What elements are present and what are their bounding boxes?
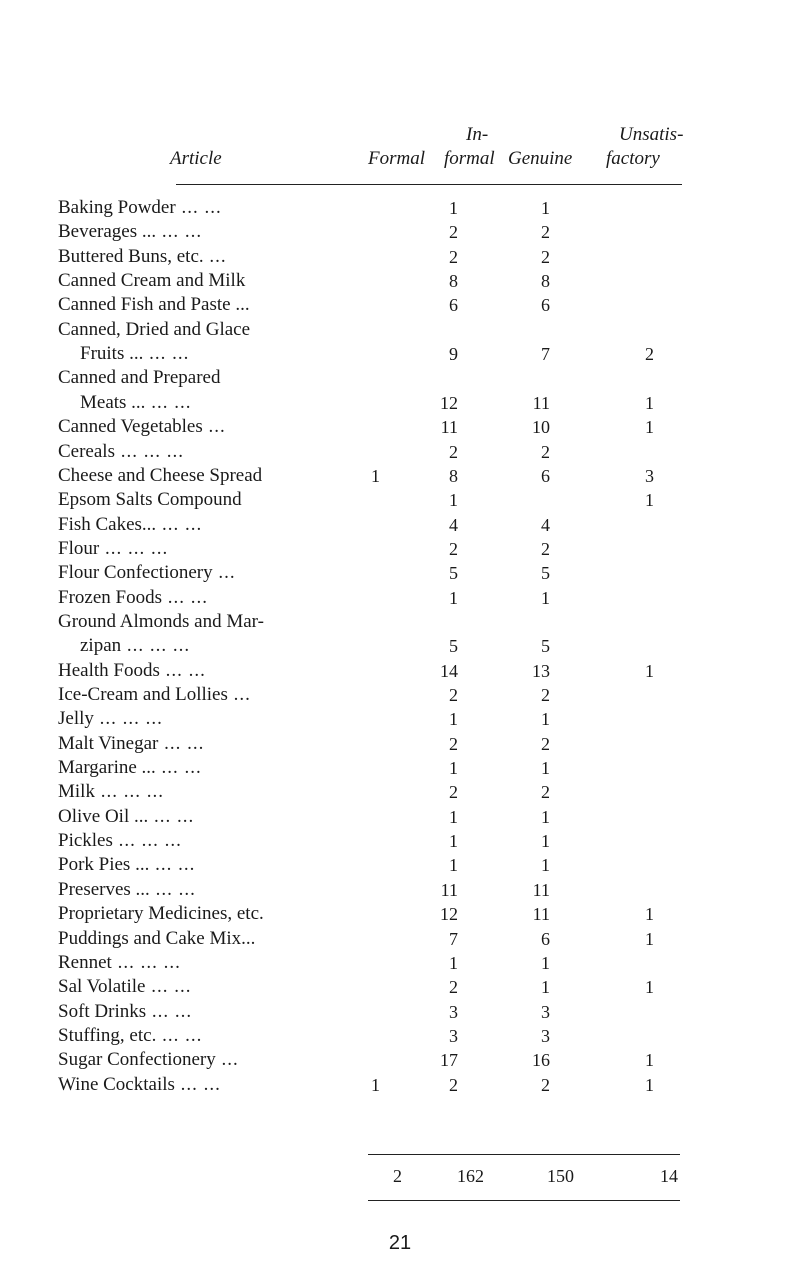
cell-genuine: 2: [541, 685, 550, 705]
cell-genuine: 5: [541, 563, 550, 584]
cell-genuine: 1: [541, 831, 550, 852]
table-row: [58, 999, 698, 1025]
table-row: [58, 439, 698, 465]
article-name: Health Foods: [58, 659, 160, 681]
cell-informal: 2: [449, 246, 458, 267]
table-row: [58, 390, 698, 416]
cell-informal: 9: [449, 344, 458, 365]
article-label: [58, 292, 250, 318]
table-row: [58, 560, 698, 586]
cell-informal: 4: [449, 514, 458, 535]
leader-dots: ...: [227, 684, 251, 705]
cell-informal: 11: [440, 879, 458, 900]
article-label: [58, 512, 202, 538]
leader-dots: ... ...: [174, 1073, 221, 1095]
article-name: Canned, Dried and Glace: [58, 318, 251, 340]
table-row: [58, 536, 698, 562]
article-name: Malt Vinegar: [58, 732, 159, 754]
article-name: Canned Fish and Paste ...: [58, 294, 250, 316]
cell-unsatisfactory: 1: [645, 1074, 654, 1095]
cell-informal: 1: [449, 709, 458, 730]
cell-genuine: 11: [532, 392, 550, 413]
article-label: [58, 901, 264, 927]
table-row: [58, 779, 698, 805]
totals-bottom-rule: [368, 1200, 680, 1201]
total-formal: 2: [393, 1166, 402, 1186]
article-name: Soft Drinks: [58, 1000, 147, 1022]
cell-unsatisfactory: 3: [645, 465, 654, 486]
table-row: [58, 609, 698, 635]
leader-dots: ... ...: [156, 1024, 203, 1046]
cell-genuine: 1: [541, 587, 550, 608]
cell-informal: 17: [440, 1050, 458, 1071]
article-label: [58, 560, 236, 586]
cell-genuine: 8: [541, 271, 550, 292]
article-name: Baking Powder: [58, 197, 176, 218]
header-unsatisfactory-line1: Unsatis-: [619, 124, 684, 145]
table-row: [58, 244, 698, 270]
cell-genuine: 10: [532, 417, 550, 438]
table-row: [58, 901, 698, 927]
article-name: Fruits ...: [80, 343, 144, 365]
article-name: Epsom Salts Compound: [58, 489, 242, 511]
leader-dots: ... ... ...: [111, 951, 181, 973]
cell-genuine: 1: [541, 855, 550, 876]
cell-genuine: 2: [541, 782, 550, 803]
article-label: [80, 390, 191, 416]
article-label: [58, 828, 182, 854]
table-row: [58, 292, 698, 318]
cell-genuine: 1: [541, 758, 550, 779]
cell-informal: 14: [440, 660, 458, 681]
leader-dots: ... ...: [146, 1000, 193, 1022]
table-row: [58, 414, 698, 440]
cell-genuine: 5: [541, 636, 550, 657]
leader-dots: ... ...: [149, 878, 196, 900]
leader-dots: ... ...: [156, 513, 203, 535]
table-row: [58, 268, 698, 294]
article-label: [58, 877, 196, 903]
cell-genuine: 6: [541, 295, 550, 316]
article-label: [58, 244, 227, 270]
article-label: [58, 755, 202, 781]
article-label: [58, 950, 181, 976]
header-unsatisfactory-line2: factory: [606, 148, 660, 169]
table-row: [58, 926, 698, 952]
article-name: Rennet: [58, 951, 112, 973]
article-label: [58, 682, 251, 708]
cell-informal: 8: [449, 271, 458, 292]
cell-formal: 1: [371, 465, 380, 486]
header-informal-line1: In-: [466, 124, 489, 145]
leader-dots: ... ...: [145, 976, 192, 998]
cell-genuine: 1: [541, 806, 550, 827]
article-name: Preserves ...: [58, 878, 150, 900]
article-label: [58, 487, 242, 513]
cell-genuine: 13: [532, 660, 550, 681]
article-label: [58, 414, 226, 440]
article-label: [58, 1023, 202, 1049]
leader-dots: ... ... ...: [93, 708, 163, 730]
article-name: Puddings and Cake Mix...: [58, 927, 256, 949]
cell-informal: 8: [449, 465, 458, 486]
article-name: Proprietary Medicines, etc.: [58, 903, 264, 925]
article-label: [58, 1072, 221, 1098]
article-label: [58, 536, 168, 562]
leader-dots: ... ... ...: [114, 440, 184, 462]
cell-genuine: 1: [541, 709, 550, 730]
article-name: Flour Confectionery: [58, 562, 213, 584]
table-row: [58, 828, 698, 854]
article-name: Canned Vegetables: [58, 416, 203, 438]
leader-dots: ...: [202, 416, 226, 438]
table-row: [58, 341, 698, 367]
article-label: [58, 1047, 239, 1073]
article-name: Ground Almonds and Mar-: [58, 610, 264, 632]
article-label: [58, 609, 264, 635]
cell-genuine: 1: [541, 198, 550, 218]
cell-informal: 12: [440, 904, 458, 925]
article-name: Beverages ...: [58, 221, 157, 243]
table-row: [58, 877, 698, 903]
leader-dots: ... ... ...: [121, 635, 191, 657]
table-row: [58, 512, 698, 538]
leader-dots: ... ...: [159, 659, 206, 681]
table-row: [58, 804, 698, 830]
table-row: [58, 195, 698, 221]
table-row: [58, 365, 698, 391]
leader-dots: ... ...: [158, 732, 205, 754]
cell-informal: 2: [449, 733, 458, 754]
article-label: [58, 706, 163, 732]
leader-dots: ...: [215, 1049, 239, 1071]
article-label: [58, 852, 195, 878]
article-name: Buttered Buns, etc.: [58, 245, 204, 267]
cell-genuine: 11: [532, 879, 550, 900]
article-label: [58, 585, 208, 611]
article-name: Frozen Foods: [58, 586, 162, 608]
cell-informal: 1: [449, 587, 458, 608]
table-row: [58, 633, 698, 659]
cell-unsatisfactory: 2: [645, 344, 654, 365]
article-label: [58, 999, 192, 1025]
table-row: [58, 950, 698, 976]
cell-formal: 1: [371, 1074, 380, 1095]
article-name: Olive Oil ...: [58, 805, 149, 827]
cell-unsatisfactory: 1: [645, 417, 654, 438]
article-name: Margarine ...: [58, 757, 156, 779]
cell-genuine: 6: [541, 465, 550, 486]
cell-informal: 6: [449, 295, 458, 316]
cell-informal: 2: [449, 685, 458, 705]
table-row: [58, 1047, 698, 1073]
table-row: [58, 585, 698, 611]
totals-top-rule: [368, 1154, 680, 1155]
article-name: Wine Cocktails: [58, 1073, 175, 1095]
article-name: Meats ...: [80, 391, 146, 413]
article-label: [58, 268, 245, 294]
leader-dots: ... ... ...: [112, 830, 182, 852]
cell-genuine: 3: [541, 1025, 550, 1046]
cell-unsatisfactory: 1: [645, 977, 654, 998]
table-row: [58, 731, 698, 757]
article-label: [58, 926, 255, 952]
cell-informal: 1: [449, 198, 458, 218]
cell-genuine: 2: [541, 1074, 550, 1095]
header-genuine: Genuine: [508, 148, 573, 169]
cell-informal: 1: [449, 855, 458, 876]
cell-informal: 5: [449, 636, 458, 657]
cell-informal: 3: [449, 1001, 458, 1022]
cell-informal: 2: [449, 977, 458, 998]
article-name: Pickles: [58, 830, 113, 852]
article-label: [58, 317, 250, 343]
leader-dots: ... ...: [156, 221, 203, 243]
cell-genuine: 6: [541, 928, 550, 949]
cell-informal: 1: [449, 806, 458, 827]
leader-dots: ...: [212, 562, 236, 584]
table-row: [58, 852, 698, 878]
header-formal: Formal: [368, 148, 425, 169]
leader-dots: ... ...: [175, 197, 222, 218]
table-row: [58, 219, 698, 245]
article-label: [58, 439, 184, 465]
cell-informal: 12: [440, 392, 458, 413]
article-label: [80, 341, 189, 367]
leader-dots: ... ...: [149, 854, 196, 876]
article-label: [58, 219, 202, 245]
cell-genuine: 1: [541, 977, 550, 998]
article-name: Cheese and Cheese Spread: [58, 464, 263, 486]
article-name: Pork Pies ...: [58, 854, 150, 876]
header-article: Article: [170, 148, 222, 169]
cell-informal: 2: [449, 441, 458, 462]
article-name: Flour: [58, 537, 100, 559]
table-row: [58, 682, 698, 708]
article-name: Fish Cakes...: [58, 513, 157, 535]
leader-dots: ... ... ...: [94, 781, 164, 803]
article-name: Milk: [58, 781, 95, 803]
cell-unsatisfactory: 1: [645, 928, 654, 949]
cell-unsatisfactory: 1: [645, 904, 654, 925]
article-name: Jelly: [58, 708, 94, 730]
table-row: [58, 463, 698, 489]
cell-genuine: 7: [541, 344, 550, 365]
cell-unsatisfactory: 1: [645, 392, 654, 413]
cell-informal: 11: [440, 417, 458, 438]
article-label: [58, 195, 222, 221]
article-name: Stuffing, etc.: [58, 1024, 157, 1046]
cell-unsatisfactory: 1: [645, 490, 654, 511]
table-row: [58, 317, 698, 343]
leader-dots: ... ...: [161, 586, 208, 608]
cell-unsatisfactory: 1: [645, 1050, 654, 1071]
leader-dots: ... ...: [143, 343, 190, 365]
cell-informal: 7: [449, 928, 458, 949]
cell-informal: 2: [449, 538, 458, 559]
leader-dots: ...: [203, 245, 227, 267]
leader-dots: ... ...: [148, 805, 195, 827]
page-number: 21: [388, 1232, 412, 1254]
article-label: [58, 974, 191, 1000]
leader-dots: ... ...: [155, 757, 202, 779]
cell-genuine: 2: [541, 222, 550, 243]
cell-informal: 1: [449, 952, 458, 973]
cell-genuine: 2: [541, 246, 550, 267]
article-label: [58, 365, 221, 391]
cell-unsatisfactory: 1: [645, 660, 654, 681]
article-name: Sal Volatile: [58, 976, 146, 998]
cell-genuine: 2: [541, 538, 550, 559]
table-row: [58, 706, 698, 732]
article-name: zipan: [80, 635, 122, 657]
article-label: [58, 463, 262, 489]
article-name: Canned Cream and Milk: [58, 270, 246, 292]
article-label: [58, 731, 204, 757]
cell-informal: 2: [449, 222, 458, 243]
article-label: [58, 804, 194, 830]
header-informal-line2: formal: [444, 148, 495, 169]
table-row: [58, 1023, 698, 1049]
article-name: Sugar Confectionery: [58, 1049, 216, 1071]
table-row: [58, 1072, 698, 1098]
cell-genuine: 1: [541, 952, 550, 973]
cell-genuine: 11: [532, 904, 550, 925]
cell-informal: 2: [449, 782, 458, 803]
cell-informal: 5: [449, 563, 458, 584]
table-row: [58, 755, 698, 781]
leader-dots: ... ...: [145, 391, 192, 413]
total-unsatisfactory: 14: [660, 1166, 678, 1186]
article-name: Ice-Cream and Lollies: [58, 684, 228, 705]
table-row: [58, 487, 698, 513]
cell-genuine: 4: [541, 514, 550, 535]
header-rule: [176, 184, 682, 185]
article-name: Canned and Prepared: [58, 367, 221, 389]
total-genuine: 150: [547, 1166, 574, 1186]
total-informal: 162: [457, 1166, 484, 1186]
table-row: [58, 974, 698, 1000]
cell-genuine: 2: [541, 733, 550, 754]
cell-genuine: 16: [532, 1050, 550, 1071]
cell-informal: 1: [449, 490, 458, 511]
cell-genuine: 2: [541, 441, 550, 462]
article-label: [58, 779, 164, 805]
article-name: Cereals: [58, 440, 115, 462]
article-label: [58, 658, 206, 684]
cell-informal: 1: [449, 758, 458, 779]
cell-informal: 2: [449, 1074, 458, 1095]
cell-informal: 3: [449, 1025, 458, 1046]
leader-dots: ... ... ...: [99, 537, 169, 559]
article-label: [80, 633, 190, 659]
cell-genuine: 3: [541, 1001, 550, 1022]
cell-informal: 1: [449, 831, 458, 852]
table-row: [58, 658, 698, 684]
